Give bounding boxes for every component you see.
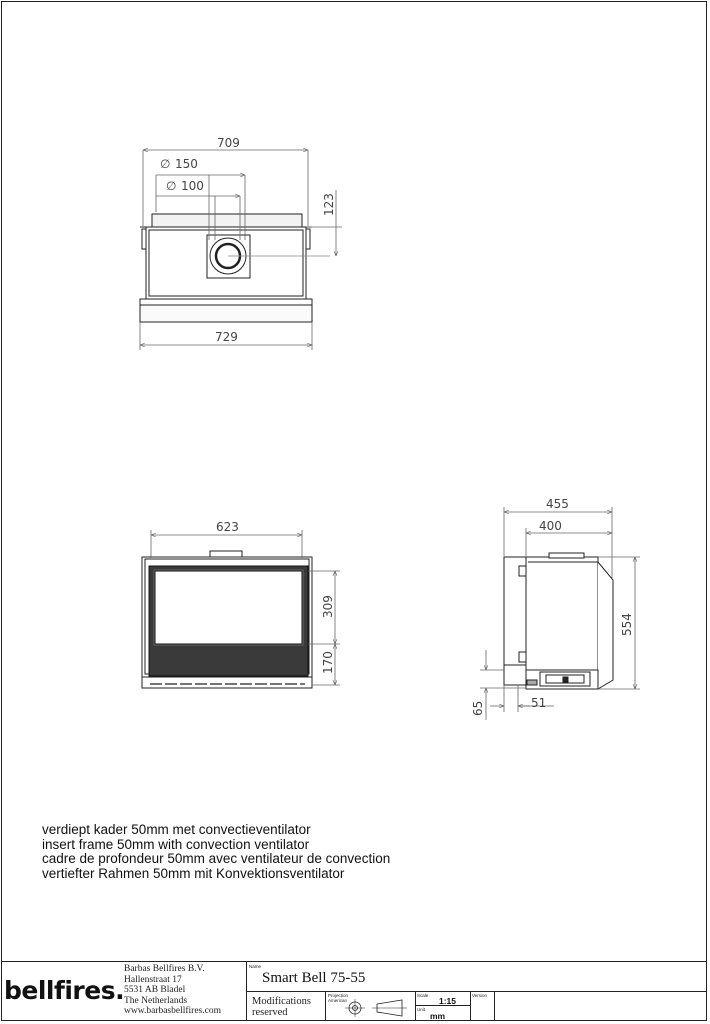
description-fr: cadre de profondeur 50mm avec ventilateur de convection <box>42 851 391 866</box>
unit-label: Unit <box>417 1007 426 1012</box>
dim-623: 623 <box>216 520 239 534</box>
description-nl: verdiept kader 50mm met convectieventilator <box>42 822 311 837</box>
description-en: insert frame 50mm with convection ventilator <box>42 836 310 852</box>
projection-symbol-icon <box>342 998 412 1018</box>
divider <box>325 991 326 1021</box>
dim-455: 455 <box>546 497 569 511</box>
address-line: The Netherlands <box>124 995 188 1006</box>
dim-dia-150: 150 <box>175 157 198 171</box>
title-block <box>2 961 706 1021</box>
description-de: vertiefter Rahmen 50mm mit Konvektionsventilator <box>42 865 345 881</box>
address-line: Hallenstraat 17 <box>124 974 182 985</box>
dim-dia-symbol-100: ∅ <box>166 179 177 193</box>
modifications-line: Modifications <box>252 996 311 1007</box>
dim-dia-symbol-150: ∅ <box>160 157 171 171</box>
dim-51: 51 <box>531 696 547 710</box>
divider <box>494 991 495 1021</box>
bellfires-logo: bellfires. <box>4 976 125 1005</box>
projection-label-line: Projection <box>328 993 349 998</box>
front-view <box>142 551 312 688</box>
top-view <box>140 214 330 322</box>
projection-label-line: American <box>328 998 348 1003</box>
scale-label: Scale <box>417 993 429 998</box>
address-line: www.barbasbellfires.com <box>124 1006 221 1016</box>
description-notes <box>42 823 390 881</box>
name-label: Name <box>249 964 262 969</box>
unit-value: mm <box>430 1011 446 1021</box>
dim-400: 400 <box>539 519 562 533</box>
address-line: 5531 AB Bladel <box>124 985 186 995</box>
divider <box>415 991 416 1021</box>
modifications-note <box>252 996 311 1018</box>
divider <box>470 991 471 1021</box>
dim-709: 709 <box>217 136 240 150</box>
address-line: Barbas Bellfires B.V. <box>124 964 205 974</box>
side-view <box>504 553 613 689</box>
divider <box>246 991 706 992</box>
dim-309: 309 <box>321 595 335 618</box>
dim-554: 554 <box>620 613 634 636</box>
version-label: Version <box>472 993 488 998</box>
scale-value: 1:15 <box>439 996 457 1006</box>
modifications-line: reserved <box>252 1007 288 1018</box>
company-address <box>124 964 246 1017</box>
dim-123: 123 <box>322 193 336 216</box>
dim-729: 729 <box>215 330 238 344</box>
dim-65: 65 <box>471 700 485 716</box>
product-name: Smart Bell 75-55 <box>262 970 366 986</box>
dim-170: 170 <box>321 651 335 674</box>
dim-dia-100: 100 <box>181 179 204 193</box>
